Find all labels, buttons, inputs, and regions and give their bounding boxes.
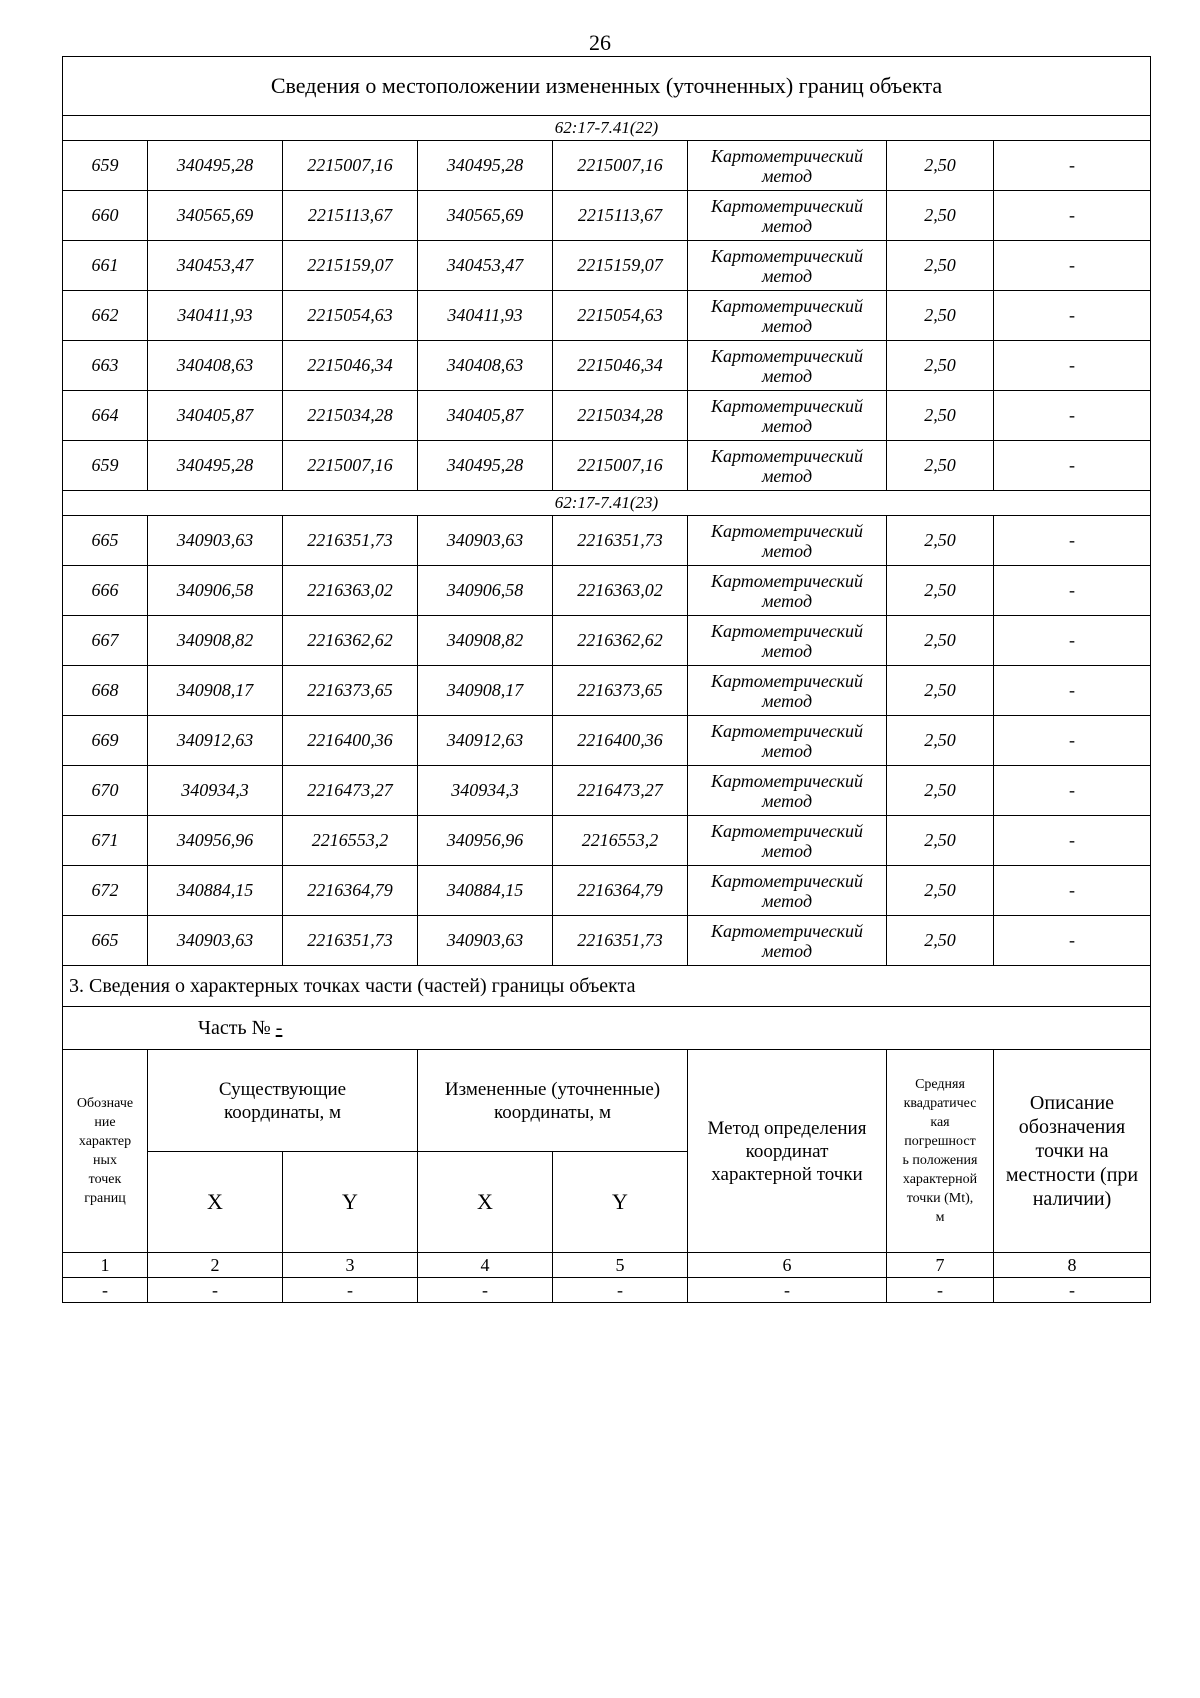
header-line: границ xyxy=(84,1191,126,1206)
method-line: Картометрический xyxy=(710,445,863,466)
changed-x-cell: 340495,28 xyxy=(418,141,553,191)
header-line: погрешност xyxy=(904,1134,976,1149)
column-number-cell: 6 xyxy=(688,1253,887,1278)
existing-x-cell: 340453,47 xyxy=(148,241,283,291)
changed-x-cell: 340903,63 xyxy=(418,516,553,566)
accuracy-cell: 2,50 xyxy=(887,616,994,666)
description-cell: - xyxy=(994,516,1151,566)
empty-cell: - xyxy=(994,1278,1151,1303)
accuracy-cell: 2,50 xyxy=(887,816,994,866)
accuracy-cell: 2,50 xyxy=(887,566,994,616)
table-row xyxy=(63,291,1151,341)
method-line: Картометрический xyxy=(710,395,863,416)
table-row xyxy=(63,191,1151,241)
accuracy-cell: 2,50 xyxy=(887,441,994,491)
method-cell xyxy=(688,141,887,191)
table-row xyxy=(63,716,1151,766)
empty-cell: - xyxy=(688,1278,887,1303)
table-row xyxy=(63,341,1151,391)
point-number-cell: 663 xyxy=(63,341,148,391)
existing-y-cell: 2215007,16 xyxy=(283,141,418,191)
existing-y-cell: 2215054,63 xyxy=(283,291,418,341)
method-cell xyxy=(688,866,887,916)
header-line: точки (Mt), xyxy=(906,1191,974,1206)
accuracy-cell: 2,50 xyxy=(887,341,994,391)
existing-y-cell: 2216362,62 xyxy=(283,616,418,666)
column-number-cell: 7 xyxy=(887,1253,994,1278)
header-line: точки на xyxy=(1035,1140,1109,1162)
header-line: обозначения xyxy=(1018,1116,1126,1138)
method-line: Картометрический xyxy=(710,620,863,641)
header-line: характер xyxy=(78,1134,132,1149)
method-cell xyxy=(688,616,887,666)
header-x-label: X xyxy=(418,1152,553,1253)
changed-y-cell: 2215007,16 xyxy=(553,141,688,191)
existing-x-cell: 340908,82 xyxy=(148,616,283,666)
existing-x-cell: 340884,15 xyxy=(148,866,283,916)
table-row xyxy=(63,141,1151,191)
existing-x-cell: 340903,63 xyxy=(148,916,283,966)
method-cell xyxy=(688,441,887,491)
part-number-row xyxy=(63,1007,1151,1050)
header-line: ь положения xyxy=(902,1153,978,1168)
description-cell: - xyxy=(994,666,1151,716)
point-number-cell: 665 xyxy=(63,516,148,566)
description-cell: - xyxy=(994,291,1151,341)
point-number-cell: 670 xyxy=(63,766,148,816)
method-line: метод xyxy=(761,840,813,861)
existing-x-cell: 340495,28 xyxy=(148,441,283,491)
description-cell: - xyxy=(994,566,1151,616)
method-cell xyxy=(688,516,887,566)
header-line: Существующие xyxy=(218,1078,347,1100)
changed-x-cell: 340956,96 xyxy=(418,816,553,866)
method-line: Картометрический xyxy=(710,345,863,366)
accuracy-cell: 2,50 xyxy=(887,666,994,716)
method-line: Картометрический xyxy=(710,145,863,166)
part-number-label: Часть № xyxy=(198,1016,276,1039)
method-line: метод xyxy=(761,165,813,186)
existing-y-cell: 2216351,73 xyxy=(283,916,418,966)
table-row xyxy=(63,566,1151,616)
method-line: метод xyxy=(761,415,813,436)
description-cell: - xyxy=(994,816,1151,866)
header-line: точек xyxy=(88,1172,122,1187)
table-row xyxy=(63,766,1151,816)
header-line: Измененные (уточненные) xyxy=(444,1078,661,1100)
existing-x-cell: 340411,93 xyxy=(148,291,283,341)
table-row xyxy=(63,666,1151,716)
changed-y-cell: 2216351,73 xyxy=(553,516,688,566)
method-line: Картометрический xyxy=(710,670,863,691)
table-title: Сведения о местоположении измененных (уточненных) границ объекта xyxy=(63,57,1151,116)
existing-x-cell: 340495,28 xyxy=(148,141,283,191)
accuracy-cell: 2,50 xyxy=(887,291,994,341)
empty-cell: - xyxy=(283,1278,418,1303)
table-row xyxy=(63,816,1151,866)
point-number-cell: 666 xyxy=(63,566,148,616)
description-cell: - xyxy=(994,716,1151,766)
existing-x-cell: 340408,63 xyxy=(148,341,283,391)
changed-y-cell: 2216400,36 xyxy=(553,716,688,766)
accuracy-cell: 2,50 xyxy=(887,241,994,291)
header-line: Средняя xyxy=(915,1077,965,1092)
changed-y-cell: 2216373,65 xyxy=(553,666,688,716)
description-cell: - xyxy=(994,191,1151,241)
method-cell xyxy=(688,341,887,391)
header-line: ных xyxy=(93,1153,117,1168)
header-description xyxy=(994,1050,1151,1253)
header-line: кая xyxy=(930,1115,950,1130)
existing-x-cell: 340956,96 xyxy=(148,816,283,866)
header-line: Метод определения xyxy=(707,1117,867,1139)
changed-y-cell: 2215113,67 xyxy=(553,191,688,241)
description-cell: - xyxy=(994,916,1151,966)
column-number-cell: 1 xyxy=(63,1253,148,1278)
header-line: ние xyxy=(94,1115,116,1130)
changed-y-cell: 2215054,63 xyxy=(553,291,688,341)
method-line: метод xyxy=(761,740,813,761)
empty-cell: - xyxy=(148,1278,283,1303)
empty-cell: - xyxy=(553,1278,688,1303)
existing-y-cell: 2215159,07 xyxy=(283,241,418,291)
method-line: метод xyxy=(761,590,813,611)
method-line: метод xyxy=(761,790,813,811)
method-cell xyxy=(688,191,887,241)
point-number-cell: 668 xyxy=(63,666,148,716)
method-line: метод xyxy=(761,940,813,961)
table-row xyxy=(63,441,1151,491)
header-y-label: Y xyxy=(553,1152,688,1253)
changed-y-cell: 2216351,73 xyxy=(553,916,688,966)
description-cell: - xyxy=(994,391,1151,441)
changed-x-cell: 340884,15 xyxy=(418,866,553,916)
column-number-cell: 8 xyxy=(994,1253,1151,1278)
part-section-title: 3. Сведения о характерных точках части (частей) границы объекта xyxy=(63,966,1151,1007)
point-number-cell: 662 xyxy=(63,291,148,341)
method-line: метод xyxy=(761,315,813,336)
changed-y-cell: 2216362,62 xyxy=(553,616,688,666)
method-line: Картометрический xyxy=(710,820,863,841)
empty-cell: - xyxy=(887,1278,994,1303)
changed-x-cell: 340908,17 xyxy=(418,666,553,716)
changed-x-cell: 340565,69 xyxy=(418,191,553,241)
existing-y-cell: 2216351,73 xyxy=(283,516,418,566)
changed-x-cell: 340908,82 xyxy=(418,616,553,666)
method-line: Картометрический xyxy=(710,520,863,541)
table-row xyxy=(63,241,1151,291)
method-line: метод xyxy=(761,365,813,386)
method-line: метод xyxy=(761,215,813,236)
changed-x-cell: 340408,63 xyxy=(418,341,553,391)
existing-y-cell: 2216363,02 xyxy=(283,566,418,616)
method-line: метод xyxy=(761,690,813,711)
header-line: квадратичес xyxy=(903,1096,977,1111)
header-line: наличии) xyxy=(1032,1188,1112,1210)
existing-x-cell: 340903,63 xyxy=(148,516,283,566)
point-number-cell: 671 xyxy=(63,816,148,866)
accuracy-cell: 2,50 xyxy=(887,141,994,191)
point-number-cell: 661 xyxy=(63,241,148,291)
existing-y-cell: 2216364,79 xyxy=(283,866,418,916)
column-number-cell: 5 xyxy=(553,1253,688,1278)
accuracy-cell: 2,50 xyxy=(887,516,994,566)
existing-x-cell: 340405,87 xyxy=(148,391,283,441)
point-number-cell: 669 xyxy=(63,716,148,766)
method-line: Картометрический xyxy=(710,920,863,941)
description-cell: - xyxy=(994,141,1151,191)
method-line: метод xyxy=(761,540,813,561)
method-cell xyxy=(688,666,887,716)
changed-x-cell: 340453,47 xyxy=(418,241,553,291)
point-number-cell: 660 xyxy=(63,191,148,241)
header-line: Описание xyxy=(1029,1092,1115,1114)
point-number-cell: 665 xyxy=(63,916,148,966)
changed-x-cell: 340495,28 xyxy=(418,441,553,491)
column-number-cell: 4 xyxy=(418,1253,553,1278)
existing-y-cell: 2216400,36 xyxy=(283,716,418,766)
header-line: характерной xyxy=(902,1172,978,1187)
method-line: метод xyxy=(761,640,813,661)
table-row xyxy=(63,616,1151,666)
header-changed-coordinates xyxy=(418,1050,688,1152)
method-cell xyxy=(688,766,887,816)
header-point-designation xyxy=(63,1050,148,1253)
changed-x-cell: 340411,93 xyxy=(418,291,553,341)
point-number-cell: 659 xyxy=(63,141,148,191)
accuracy-cell: 2,50 xyxy=(887,191,994,241)
accuracy-cell: 2,50 xyxy=(887,391,994,441)
method-line: Картометрический xyxy=(710,295,863,316)
changed-x-cell: 340405,87 xyxy=(418,391,553,441)
changed-x-cell: 340906,58 xyxy=(418,566,553,616)
header-x-label: X xyxy=(148,1152,283,1253)
method-cell xyxy=(688,716,887,766)
point-number-cell: 667 xyxy=(63,616,148,666)
description-cell: - xyxy=(994,341,1151,391)
existing-y-cell: 2216473,27 xyxy=(283,766,418,816)
existing-x-cell: 340906,58 xyxy=(148,566,283,616)
empty-cell: - xyxy=(63,1278,148,1303)
header-line: м xyxy=(935,1210,945,1225)
column-number-cell: 3 xyxy=(283,1253,418,1278)
changed-y-cell: 2216363,02 xyxy=(553,566,688,616)
description-cell: - xyxy=(994,866,1151,916)
point-number-cell: 659 xyxy=(63,441,148,491)
header-line: координат xyxy=(745,1140,829,1162)
header-existing-coordinates xyxy=(148,1050,418,1152)
header-line: координаты, м xyxy=(223,1101,342,1123)
point-number-cell: 664 xyxy=(63,391,148,441)
changed-x-cell: 340903,63 xyxy=(418,916,553,966)
changed-x-cell: 340912,63 xyxy=(418,716,553,766)
method-cell xyxy=(688,566,887,616)
accuracy-cell: 2,50 xyxy=(887,766,994,816)
method-cell xyxy=(688,241,887,291)
table-row xyxy=(63,391,1151,441)
changed-y-cell: 2216553,2 xyxy=(553,816,688,866)
boundary-table xyxy=(62,56,1151,1303)
part-number-value: - xyxy=(275,1016,283,1039)
section-label: 62:17-7.41(23) xyxy=(63,491,1151,516)
changed-y-cell: 2216364,79 xyxy=(553,866,688,916)
method-cell xyxy=(688,816,887,866)
accuracy-cell: 2,50 xyxy=(887,866,994,916)
description-cell: - xyxy=(994,441,1151,491)
existing-x-cell: 340912,63 xyxy=(148,716,283,766)
accuracy-cell: 2,50 xyxy=(887,916,994,966)
accuracy-cell: 2,50 xyxy=(887,716,994,766)
description-cell: - xyxy=(994,766,1151,816)
method-line: Картометрический xyxy=(710,720,863,741)
changed-y-cell: 2216473,27 xyxy=(553,766,688,816)
table-row xyxy=(63,866,1151,916)
method-line: Картометрический xyxy=(710,570,863,591)
method-line: Картометрический xyxy=(710,195,863,216)
header-line: координаты, м xyxy=(493,1101,612,1123)
method-line: метод xyxy=(761,890,813,911)
description-cell: - xyxy=(994,241,1151,291)
existing-x-cell: 340934,3 xyxy=(148,766,283,816)
changed-y-cell: 2215159,07 xyxy=(553,241,688,291)
method-line: Картометрический xyxy=(710,770,863,791)
method-line: Картометрический xyxy=(710,245,863,266)
table-row xyxy=(63,516,1151,566)
method-line: Картометрический xyxy=(710,870,863,891)
header-line: местности (при xyxy=(1005,1164,1139,1186)
method-cell xyxy=(688,916,887,966)
method-cell xyxy=(688,391,887,441)
description-cell: - xyxy=(994,616,1151,666)
header-accuracy xyxy=(887,1050,994,1253)
existing-y-cell: 2215034,28 xyxy=(283,391,418,441)
column-number-cell: 2 xyxy=(148,1253,283,1278)
existing-x-cell: 340565,69 xyxy=(148,191,283,241)
existing-y-cell: 2215046,34 xyxy=(283,341,418,391)
header-line: Обозначе xyxy=(76,1096,134,1111)
method-cell xyxy=(688,291,887,341)
header-method xyxy=(688,1050,887,1253)
changed-y-cell: 2215046,34 xyxy=(553,341,688,391)
point-number-cell: 672 xyxy=(63,866,148,916)
table-row xyxy=(63,1278,1151,1303)
existing-x-cell: 340908,17 xyxy=(148,666,283,716)
changed-x-cell: 340934,3 xyxy=(418,766,553,816)
page-number: 26 xyxy=(589,30,611,55)
changed-y-cell: 2215007,16 xyxy=(553,441,688,491)
header-y-label: Y xyxy=(283,1152,418,1253)
existing-y-cell: 2216373,65 xyxy=(283,666,418,716)
existing-y-cell: 2215007,16 xyxy=(283,441,418,491)
changed-y-cell: 2215034,28 xyxy=(553,391,688,441)
empty-cell: - xyxy=(418,1278,553,1303)
existing-y-cell: 2216553,2 xyxy=(283,816,418,866)
table-row xyxy=(63,916,1151,966)
method-line: метод xyxy=(761,265,813,286)
header-line: характерной точки xyxy=(711,1163,863,1185)
section-label: 62:17-7.41(22) xyxy=(63,116,1151,141)
existing-y-cell: 2215113,67 xyxy=(283,191,418,241)
method-line: метод xyxy=(761,465,813,486)
